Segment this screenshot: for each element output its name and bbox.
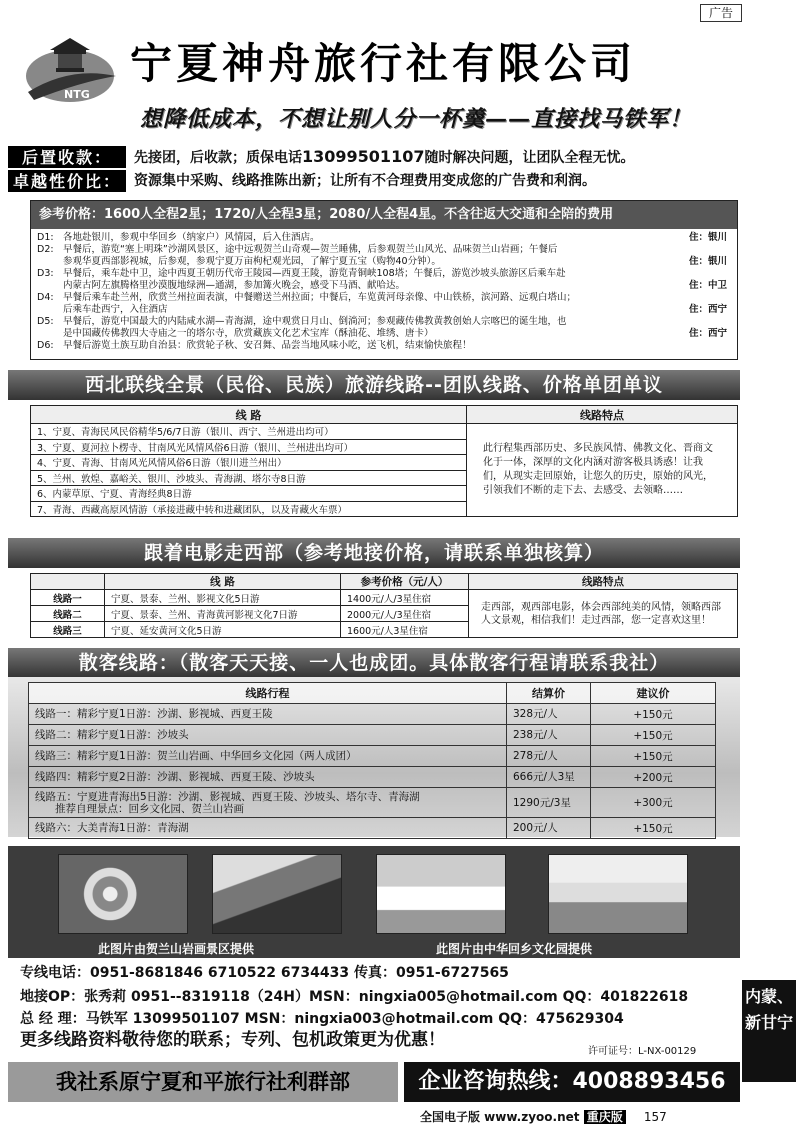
col-route: 线 路 bbox=[105, 574, 341, 590]
section-title-northwest: 西北联线全景（民俗、民族）旅游线路--团队线路、价格单团单议 bbox=[8, 370, 740, 400]
itinerary-row: 参观华夏西部影视城，后参观，参观宁夏万亩枸杞观光园，了解宁夏五宝（购物40分钟）。 住：银川 bbox=[63, 256, 727, 267]
footer-edition: 重庆版 bbox=[584, 1110, 626, 1124]
tag-text-payment: 先接团，后收款；质保电话13099501107随时解决问题，让团队全程无忧。 bbox=[134, 147, 635, 166]
film-route-price: 1400元/人/3星住宿 bbox=[341, 590, 469, 606]
scatter-route: 线路四：精彩宁夏2日游：沙湖、影视城、西夏王陵、沙坡头 bbox=[29, 767, 507, 788]
contact-manager-line: 总 经 理：马铁军 13099501107 MSN：ningxia003@hotmail.com QQ：475629304 bbox=[20, 1011, 624, 1027]
hotline-banner: 企业咨询热线：4008893456 bbox=[404, 1062, 740, 1102]
route-row: 7、青海、西藏高原风情游（承接进藏中转和进藏团队，以及青藏火车票） bbox=[31, 501, 467, 517]
photo-caption-right: 此图片由中华回乡文化园提供 bbox=[436, 942, 593, 956]
logo-text: NTG bbox=[64, 88, 90, 101]
scatter-price: 1290元/3星 bbox=[507, 788, 591, 818]
col-price: 参考价格（元/人） bbox=[341, 574, 469, 590]
film-route-name: 线路一 bbox=[31, 590, 105, 606]
page-number: 157 bbox=[643, 1110, 667, 1124]
helan-mountain-photo bbox=[212, 854, 342, 934]
contact-op-line: 地接OP：张秀莉 0951--8319118（24H）MSN：ningxia005@hotmail.com QQ：401822618 bbox=[20, 989, 689, 1005]
ad-tag: 广告 bbox=[700, 4, 742, 22]
col-feature: 线路特点 bbox=[467, 406, 738, 424]
scatter-suggest: +150元 bbox=[591, 704, 716, 725]
photo-strip bbox=[8, 846, 740, 958]
scatter-route: 线路一：精彩宁夏1日游：沙湖、影视城、西夏王陵 bbox=[29, 704, 507, 725]
col-route: 线路行程 bbox=[29, 683, 507, 704]
film-route-price: 2000元/人/3星住宿 bbox=[341, 606, 469, 622]
col-price: 结算价 bbox=[507, 683, 591, 704]
side-tab-line: 内蒙、 bbox=[744, 987, 793, 1006]
col-route: 线 路 bbox=[31, 406, 467, 424]
mosque-photo bbox=[548, 854, 688, 934]
scatter-price: 666元/人3星 bbox=[507, 767, 591, 788]
col-feature: 线路特点 bbox=[469, 574, 738, 590]
film-route-name: 线路二 bbox=[31, 606, 105, 622]
scatter-suggest: +200元 bbox=[591, 767, 716, 788]
itinerary-box bbox=[30, 200, 738, 360]
route-row: 6、内蒙草原、宁夏、青海经典8日游 bbox=[31, 486, 467, 502]
scatter-suggest: +150元 bbox=[591, 818, 716, 839]
tag-label-value: 卓越性价比： bbox=[8, 170, 126, 192]
film-route-price: 1600元/人3星住宿 bbox=[341, 622, 469, 638]
itinerary-row: D1: 各地赴银川，参观中华回乡（纳家户）风情园，后入住酒店。 住：银川 bbox=[37, 232, 727, 243]
scatter-route: 线路五：宁夏进青海出5日游：沙湖、影视城、西夏王陵、沙坡头、塔尔寺、青海湖 推荐自理景点：回乡文化园、贺兰山岩画 bbox=[29, 788, 507, 818]
tag-label-payment: 后置收款： bbox=[8, 146, 126, 168]
route-row: 4、宁夏、青海、甘南风光风情风俗6日游（银川进兰州出） bbox=[31, 455, 467, 471]
film-route-name: 线路三 bbox=[31, 622, 105, 638]
scatter-price: 238元/人 bbox=[507, 725, 591, 746]
section-title-film: 跟着电影走西部（参考地接价格，请联系单独核算） bbox=[8, 538, 740, 568]
more-info-text: 更多线路资料敬待您的联系；专列、包机政策更为优惠！ bbox=[20, 1030, 445, 1050]
scatter-price: 278元/人 bbox=[507, 746, 591, 767]
col-suggest: 建议价 bbox=[591, 683, 716, 704]
itinerary-row: D2: 早餐后，游览“塞上明珠”沙湖风景区，途中远观贺兰山奇观—贺兰睡佛，后参观贺兰山风光、品味贺兰山岩画；午餐后 bbox=[37, 244, 558, 255]
itinerary-row: 内蒙古阿左旗腾格里沙漠腹地绿洲—通湖，参加篝火晚会，感受下马酒、献哈达。 住：中卫 bbox=[63, 280, 727, 291]
scatter-routes-table bbox=[28, 682, 716, 839]
scatter-suggest: +150元 bbox=[591, 725, 716, 746]
scatter-route: 线路二：精彩宁夏1日游：沙坡头 bbox=[29, 725, 507, 746]
itinerary-price-header: 参考价格：1600人全程2星；1720/人全程3星；2080/人全程4星。不含往返大交通和全陪的费用 bbox=[31, 201, 737, 229]
company-logo-icon bbox=[20, 36, 120, 108]
rock-painting-photo bbox=[58, 854, 188, 934]
hui-culture-park-photo bbox=[376, 854, 506, 934]
section-title-scatter: 散客线路：（散客天天接、一人也成团。具体散客行程请联系我社） bbox=[8, 648, 740, 678]
film-route-text: 宁夏、延安黄河文化5日游 bbox=[105, 622, 341, 638]
agency-origin-banner: 我社系原宁夏和平旅行社利群部 bbox=[8, 1062, 398, 1102]
route-feature-text: 此行程集西部历史、多民族风情、佛教文化、晋商文化于一体，深厚的文化内涵对游客极具诱惑！让我们，从现实走回原始，让您久的历史，原始的风光，引领我们不断的走下去、去感受、去领略…… bbox=[467, 424, 738, 517]
page-footer bbox=[420, 1108, 667, 1125]
film-feature-text: 走西部，观西部电影，体会西部纯美的风情，领略西部人文景观，相信我们！走过西部，您一定喜欢这里！ bbox=[469, 590, 738, 638]
itinerary-row: D6: 早餐后游览土族互助自治县：欣赏轮子秋、安召舞、品尝当地风味小吃，送飞机，结束愉快旅程！ bbox=[37, 340, 472, 351]
northwest-routes-table bbox=[30, 405, 738, 517]
route-row: 1、宁夏、青海民风民俗精华5/6/7日游（银川、西宁、兰州进出均可） bbox=[31, 424, 467, 440]
footer-site: 全国电子版 www.zyoo.net bbox=[420, 1110, 580, 1124]
route-row: 5、兰州、敦煌、嘉峪关、银川、沙坡头、青海湖、塔尔寺8日游 bbox=[31, 470, 467, 486]
itinerary-row: D5: 早餐后，游览中国最大的内陆咸水湖—青海湖，途中观赏日月山、倒淌河；参观藏传佛教黄教创始人宗喀巴的诞生地，也 bbox=[37, 316, 567, 327]
itinerary-row: 后乘车赴西宁，入住酒店 住：西宁 bbox=[63, 304, 727, 315]
slogan: 想降低成本，不想让别人分一杯羹——直接找马铁军！ bbox=[140, 106, 693, 132]
scatter-suggest: +150元 bbox=[591, 746, 716, 767]
scatter-price: 200元/人 bbox=[507, 818, 591, 839]
tag-text-value: 资源集中采购、线路推陈出新；让所有不合理费用变成您的广告费和利润。 bbox=[134, 173, 596, 189]
license-number: 许可证号：L-NX-00129 bbox=[588, 1046, 697, 1057]
scatter-route: 线路三：精彩宁夏1日游：贺兰山岩画、中华回乡文化园（两人成团） bbox=[29, 746, 507, 767]
itinerary-row: 是中国藏传佛教四大寺庙之一的塔尔寺，欣赏藏族文化艺术宝库（酥油花、堆绣、唐卡） 住：西宁 bbox=[63, 328, 727, 339]
itinerary-row: D3: 早餐后，乘车赴中卫，途中西夏王朝历代帝王陵园—西夏王陵，游览青铜峡108塔；午餐后，游览沙坡头旅游区后乘车赴 bbox=[37, 268, 566, 279]
contact-phone-line: 专线电话：0951-8681846 6710522 6734433 传真：0951-6727565 bbox=[20, 965, 509, 981]
photo-caption-left: 此图片由贺兰山岩画景区提供 bbox=[98, 942, 255, 956]
film-routes-table bbox=[30, 573, 738, 638]
company-name: 宁夏神舟旅行社有限公司 bbox=[130, 39, 637, 88]
side-tab-line: 新甘宁 bbox=[744, 1013, 793, 1032]
scatter-suggest: +300元 bbox=[591, 788, 716, 818]
scatter-price: 328元/人 bbox=[507, 704, 591, 725]
side-region-tab bbox=[742, 980, 796, 1082]
itinerary-row: D4: 早餐后乘车赴兰州，欣赏兰州拉面表演，中餐赠送兰州拉面；中餐后，车览黄河母亲像、中山铁桥，滨河路、远观白塔山； bbox=[37, 292, 577, 303]
route-row: 3、宁夏、夏河拉卜楞寺、甘南风光风情风俗6日游（银川、兰州进出均可） bbox=[31, 439, 467, 455]
film-route-text: 宁夏、景泰、兰州、青海黄河影视文化7日游 bbox=[105, 606, 341, 622]
scatter-route: 线路六：大美青海1日游：青海湖 bbox=[29, 818, 507, 839]
film-route-text: 宁夏、景泰、兰州、影视文化5日游 bbox=[105, 590, 341, 606]
